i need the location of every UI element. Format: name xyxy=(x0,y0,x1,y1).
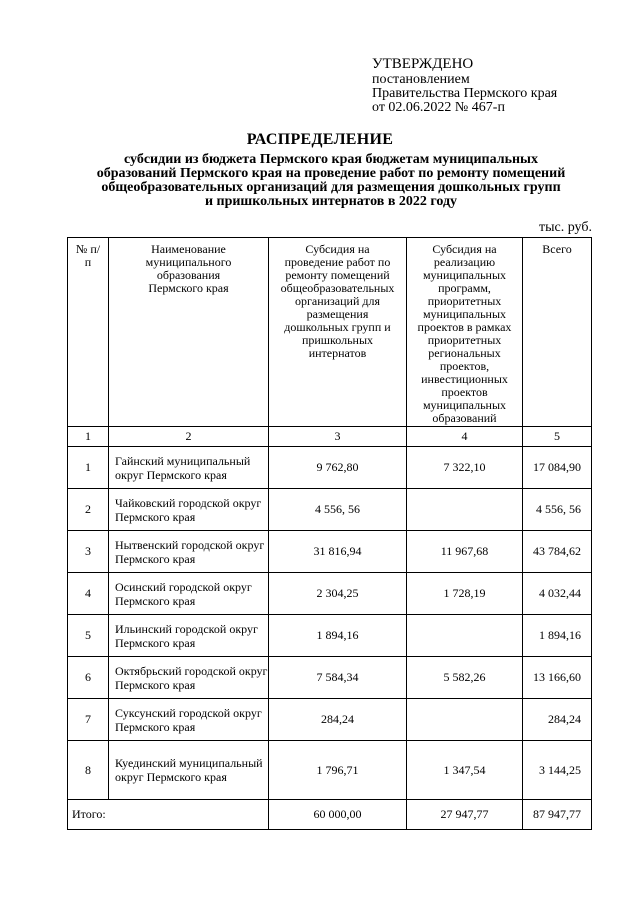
approval-stamp xyxy=(372,56,632,115)
subsidy-programs-value: 7 322,10 xyxy=(407,447,523,489)
subsidy-repair-value: 7 584,34 xyxy=(269,657,407,699)
table-header-row xyxy=(68,238,592,427)
header-subsidy-repair: Субсидия на проведение работ по ремонту помещений общеобразовательных организаций для размещения дошкольных групп и пришкольных интернатов xyxy=(269,238,407,427)
column-numbers-row xyxy=(68,427,592,447)
subsidy-repair-value: 1 796,71 xyxy=(269,741,407,800)
total-subsidy-programs: 27 947,77 xyxy=(407,800,523,830)
column-number: 1 xyxy=(68,427,109,447)
table-row xyxy=(68,615,592,657)
table-row xyxy=(68,531,592,573)
header-name: Наименование муниципального образования Пермского края xyxy=(109,238,269,427)
municipality-name: Чайковский городской округ Пермского края xyxy=(109,489,269,531)
column-number: 5 xyxy=(523,427,592,447)
subsidy-programs-value xyxy=(407,489,523,531)
approval-line-4: от 02.06.2022 № 467-п xyxy=(372,100,505,115)
total-value: 1 894,16 xyxy=(523,615,592,657)
municipality-name: Гайнский муниципальный округ Пермского края xyxy=(109,447,269,489)
table-row xyxy=(68,699,592,741)
approval-line-3: Правительства Пермского края xyxy=(372,86,558,101)
total-row xyxy=(68,800,592,830)
document-subtitle: субсидии из бюджета Пермского края бюджетам муниципальных образований Пермского края на проведение работ по ремонту помещений общеобразовательных организаций для размещения дошкольных групп и пришкольных интернатов в 2022 году xyxy=(96,152,566,209)
approval-line-2: постановлением xyxy=(372,72,470,87)
subsidy-programs-value: 11 967,68 xyxy=(407,531,523,573)
grand-total: 87 947,77 xyxy=(523,800,592,830)
subsidy-programs-value xyxy=(407,699,523,741)
municipality-name: Октябрьский городской округ Пермского края xyxy=(109,657,269,699)
total-value: 3 144,25 xyxy=(523,741,592,800)
subsidy-repair-value: 2 304,25 xyxy=(269,573,407,615)
row-number: 7 xyxy=(68,699,109,741)
municipality-name: Суксунский городской округ Пермского края xyxy=(109,699,269,741)
municipality-name: Нытвенский городской округ Пермского края xyxy=(109,531,269,573)
table-row xyxy=(68,741,592,800)
table-row xyxy=(68,657,592,699)
subsidy-programs-value: 1 728,19 xyxy=(407,573,523,615)
subsidy-repair-value: 4 556, 56 xyxy=(269,489,407,531)
row-number: 6 xyxy=(68,657,109,699)
document-title: РАСПРЕДЕЛЕНИЕ xyxy=(246,131,394,148)
municipality-name: Осинский городской округ Пермского края xyxy=(109,573,269,615)
subsidy-repair-value: 9 762,80 xyxy=(269,447,407,489)
subsidy-repair-value: 1 894,16 xyxy=(269,615,407,657)
total-value: 13 166,60 xyxy=(523,657,592,699)
total-subsidy-repair: 60 000,00 xyxy=(269,800,407,830)
subsidy-programs-value: 5 582,26 xyxy=(407,657,523,699)
total-value: 4 032,44 xyxy=(523,573,592,615)
approval-line-1: УТВЕРЖДЕНО xyxy=(372,56,474,72)
municipality-name: Куединский муниципальный округ Пермского края xyxy=(109,741,269,800)
unit-label: тыс. руб. xyxy=(539,220,592,235)
header-total: Всего xyxy=(523,238,592,427)
total-value: 284,24 xyxy=(523,699,592,741)
table-row xyxy=(68,447,592,489)
table-row xyxy=(68,573,592,615)
row-number: 5 xyxy=(68,615,109,657)
column-number: 4 xyxy=(407,427,523,447)
header-num: № п/п xyxy=(68,238,109,427)
column-number: 2 xyxy=(109,427,269,447)
total-label: Итого: xyxy=(68,800,269,830)
subsidy-programs-value xyxy=(407,615,523,657)
subsidy-repair-value: 31 816,94 xyxy=(269,531,407,573)
total-value: 17 084,90 xyxy=(523,447,592,489)
row-number: 4 xyxy=(68,573,109,615)
subsidy-repair-value: 284,24 xyxy=(269,699,407,741)
column-number: 3 xyxy=(269,427,407,447)
row-number: 1 xyxy=(68,447,109,489)
municipality-name: Ильинский городской округ Пермского края xyxy=(109,615,269,657)
table-row xyxy=(68,489,592,531)
total-value: 4 556, 56 xyxy=(523,489,592,531)
row-number: 3 xyxy=(68,531,109,573)
row-number: 2 xyxy=(68,489,109,531)
row-number: 8 xyxy=(68,741,109,800)
subsidy-programs-value: 1 347,54 xyxy=(407,741,523,800)
distribution-table xyxy=(67,237,592,830)
header-subsidy-programs: Субсидия на реализацию муниципальных программ, приоритетных муниципальных проектов в рамках приоритетных региональных проектов, инвестиционных проектов муниципальных образований xyxy=(407,238,523,427)
total-value: 43 784,62 xyxy=(523,531,592,573)
